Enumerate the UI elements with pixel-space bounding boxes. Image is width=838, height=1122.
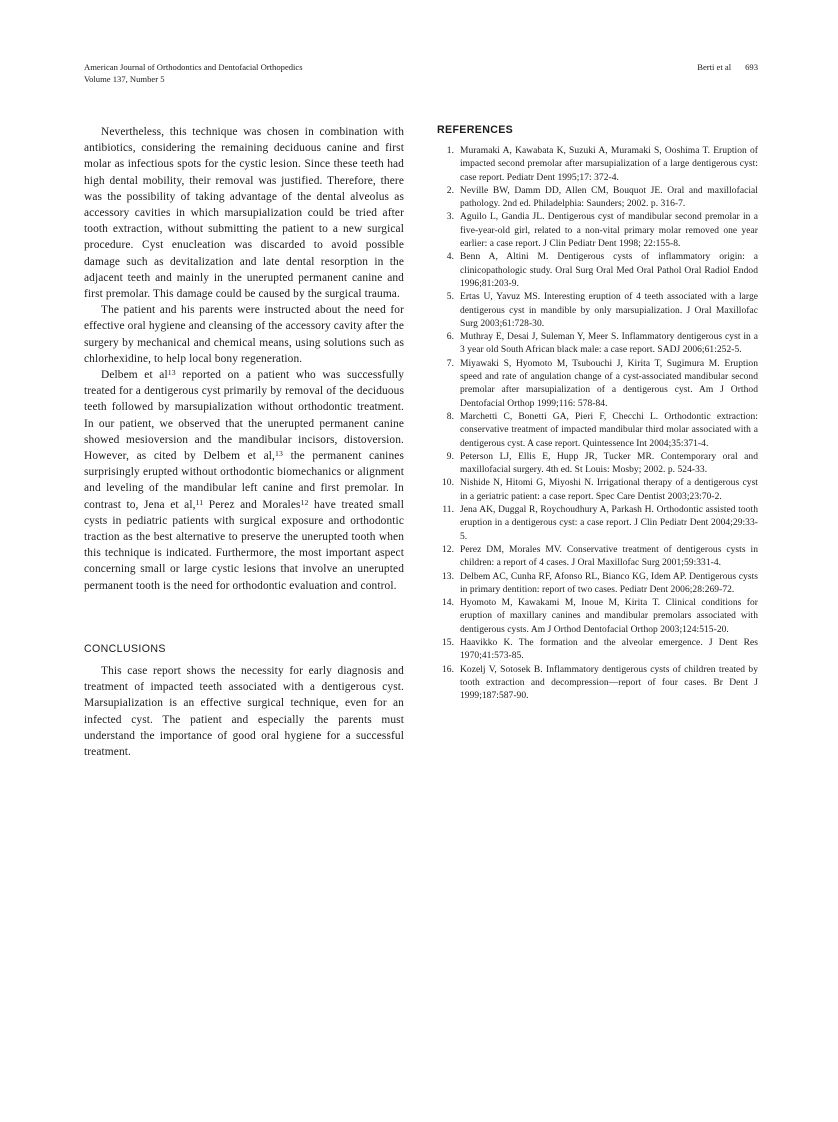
paragraph-text-segment: have treated small cysts in pediatric patients with surgical exposure and orthodontic traction as the best alternative to preserve the unerupted tooth when this technique is indicated. Furthermore, the most important aspect concerning small or large cystic lesions that involve an unerupted permanent tooth is the need for orthodontic evaluation and control. — [84, 498, 404, 592]
page-number: 693 — [745, 62, 758, 72]
conclusions-paragraph: This case report shows the necessity for early diagnosis and treatment of impacted teeth associated with a dentigerous cyst. Marsupialization is an effective surgical technique, even for an infected cyst. The patient and especially the parents must understand the importance of good oral hygiene for a successful treatment. — [84, 664, 404, 758]
reference-item: Muthray E, Desai J, Suleman Y, Meer S. Inflammatory dentigerous cyst in a 3 year old South African black male: a case report. SADJ 2006;61:252-5. — [460, 332, 758, 356]
references-heading: REFERENCES — [437, 124, 514, 136]
citation-ref[interactable]: 13 — [275, 448, 284, 458]
reference-item: Aguilo L, Gandia JL. Dentigerous cyst of mandibular second premolar in a five-year-old girl, related to a non-vital primary molar removed one year earlier: a case report. J Clin Pediatr Dent 1998; 22:155-8. — [460, 212, 758, 250]
paragraph-text-segment: Perez and Morales — [203, 498, 301, 511]
reference-item: Nishide N, Hitomi G, Miyoshi N. Irrigational therapy of a dentigerous cyst in a geriatric patient: a case report. Spec Care Dentist 2003;23:70-2. — [460, 478, 758, 502]
paragraph-text-segment: Delbem et al — [101, 369, 168, 382]
reference-item: Delbem AC, Cunha RF, Afonso RL, Bianco KG, Idem AP. Dentigerous cysts in primary dentition: report of two cases. Pediatr Dent 2006;28:269-72. — [460, 571, 758, 595]
reference-item: Haavikko K. The formation and the alveolar emergence. J Dent Res 1970;41:573-85. — [460, 637, 758, 662]
conclusions-heading: CONCLUSIONS — [84, 642, 166, 655]
running-head — [84, 62, 758, 85]
citation-ref[interactable]: 12 — [300, 497, 309, 507]
author-names: Berti et al — [697, 62, 732, 72]
reference-item: Hyomoto M, Kawakami M, Inoue M, Kirita T. Clinical conditions for eruption of maxillary canines and mandibular premolars associated with dentigerous cysts. Am J Orthod Dentofacial Orthop 2003;124:515-20. — [460, 598, 758, 635]
reference-item: Benn A, Altini M. Dentigerous cysts of inflammatory origin: a clinicopathologic study. Oral Surg Oral Med Oral Pathol Oral Radiol Endod 1996;81:203-9. — [460, 252, 758, 289]
reference-item: Marchetti C, Bonetti GA, Pieri F, Checchi L. Orthodontic extraction: conservative treatment of impacted mandibular third molar associated with a dentigerous cyst. A case report. Quintessence Int 2004;35:371-4. — [460, 411, 758, 449]
reference-item: Jena AK, Duggal R, Roychoudhury A, Parkash H. Orthodontic assisted tooth eruption in a dentigerous cyst: a case report. J Clin Pediatr Dent 2004;29:33-5. — [460, 505, 758, 542]
body-paragraph-with-citations — [84, 367, 404, 594]
reference-item: Miyawaki S, Hyomoto M, Tsubouchi J, Kirita T, Sugimura M. Eruption speed and rate of angulation change of a cyst-associated mandibular second premolar after marsupialization of a dentigerous cyst. Am J Orthod Dentofacial Orthop 1999;116: 578-84. — [460, 358, 758, 409]
references-list — [437, 145, 758, 703]
body-paragraph: Nevertheless, this technique was chosen in combination with antibiotics, considering the remaining deciduous canine and first molar as infectious spots for the cystic lesion. Since these teeth had high dental mobility, their removal was justified. Therefore, there was the possibility of taking advantage of the dental alveolus as accessory cavities in which marsupialization could be tried after tooth extraction, without submitting the patient to a new surgical procedure. Cyst enucleation was discarded to avoid possible damage such as devitalization and late dental resorption in the adjacent teeth and mainly in the unerupted permanent canine and first premolar. This damage could be caused by the surgical trauma. — [84, 126, 404, 301]
body-paragraph: The patient and his parents were instructed about the need for effective oral hygiene and cleansing of the accessory cavity after the surgery by mechanical and chemical means, using solutions such as chlorhexidine, to help local bony regeneration. — [84, 304, 404, 365]
left-column — [84, 124, 404, 760]
citation-ref[interactable]: 11 — [195, 497, 204, 507]
right-column — [437, 124, 758, 760]
running-head-left — [84, 62, 303, 85]
reference-item: Perez DM, Morales MV. Conservative treatment of dentigerous cysts in children: a report of 4 cases. J Oral Maxillofac Surg 2001;59:331-4. — [460, 544, 758, 569]
reference-item: Neville BW, Damm DD, Allen CM, Bouquot JE. Oral and maxillofacial pathology. 2nd ed. Philadelphia: Saunders; 2002. p. 316-7. — [460, 185, 758, 210]
two-column-body — [84, 124, 758, 760]
paragraph-text-segment: the permanent canines surprisingly erupted without orthodontic biomechanics or alignment and leveling of the mandibular left canine and first premolar. In contrast to, Jena et al, — [84, 450, 404, 511]
reference-item: Muramaki A, Kawabata K, Suzuki A, Muramaki S, Ooshima T. Eruption of impacted second premolar after marsupialization of a large dentigerous cyst: case report. Pediatr Dent 1995;17: 372-4. — [460, 146, 758, 183]
reference-item: Kozelj V, Sotosek B. Inflammatory dentigerous cysts of children treated by tooth extraction and decompression—report of four cases. Br Dent J 1999;187:587-90. — [460, 664, 758, 702]
journal-title: American Journal of Orthodontics and Dentofacial Orthopedics — [84, 62, 303, 72]
volume-issue: Volume 137, Number 5 — [84, 73, 165, 84]
citation-ref[interactable]: 13 — [167, 367, 176, 377]
running-head-right — [697, 62, 758, 74]
reference-item: Peterson LJ, Ellis E, Hupp JR, Tucker MR. Contemporary oral and maxillofacial surgery. 4th ed. St Louis: Mosby; 2002. p. 524-33. — [460, 451, 758, 476]
reference-item: Ertas U, Yavuz MS. Interesting eruption of 4 teeth associated with a large dentigerous cyst in mandible by only marsupialization. J Oral Maxillofac Surg 2003;61:728-30. — [460, 292, 758, 329]
paragraph-text-segment: reported on a patient who was successfully treated for a dentigerous cyst primarily by removal of the deciduous teeth followed by marsupialization without orthodontic treatment. In our patient, we observed that the unerupted permanent canine showed mesioversion and the mandibular incisors, distoversion. However, as cited by Delbem et al, — [84, 369, 405, 463]
